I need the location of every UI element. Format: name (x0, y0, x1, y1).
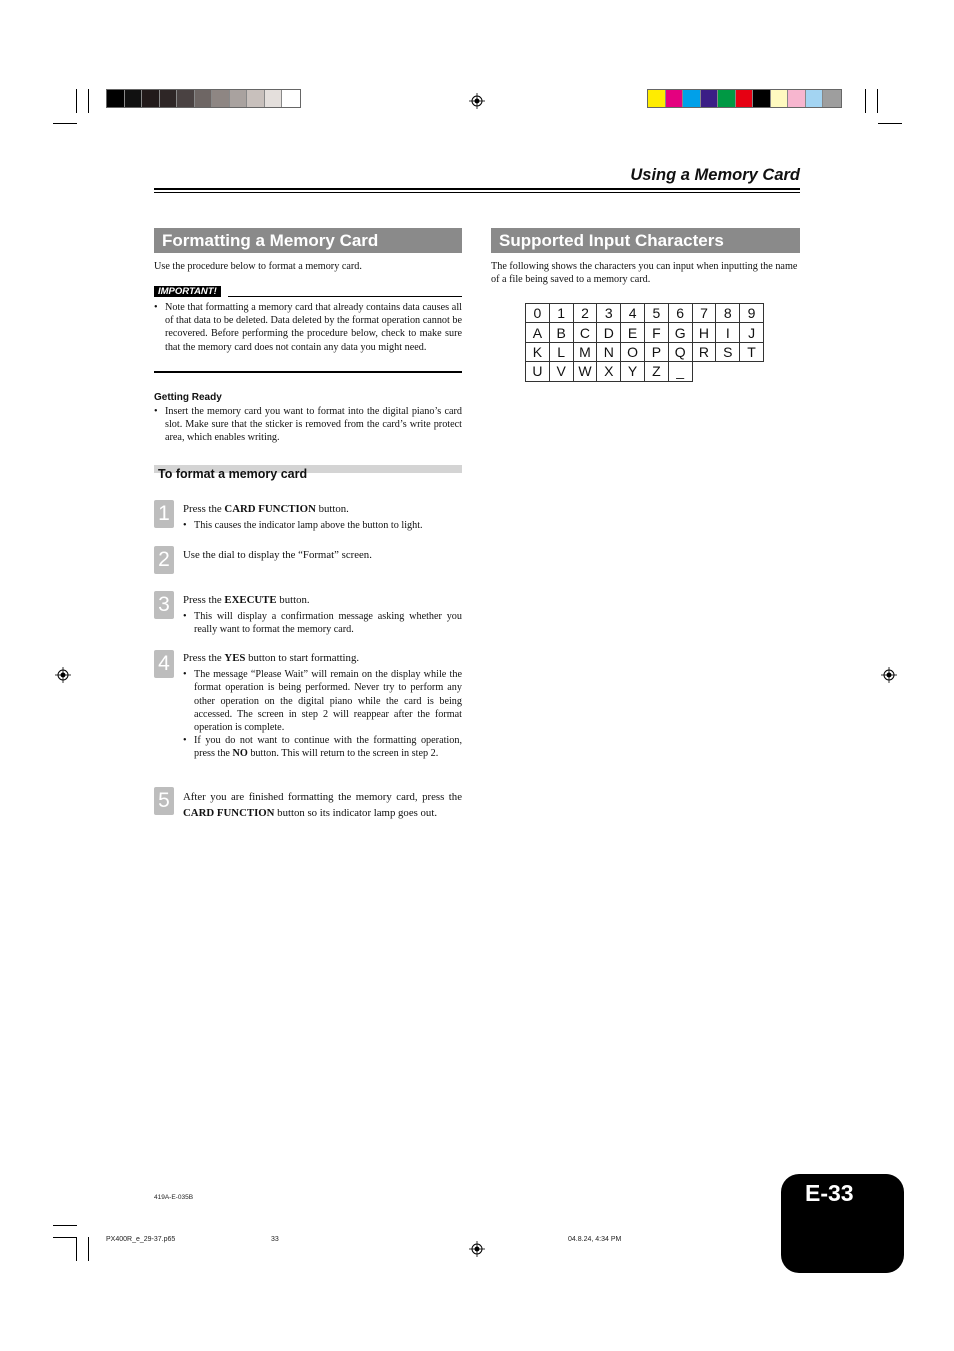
step-number-1: 1 (154, 500, 174, 528)
crop-mark (53, 1225, 77, 1226)
header-rule (154, 188, 800, 190)
color-swatch (212, 90, 230, 107)
file-date: 04.8.24, 4:34 PM (568, 1236, 622, 1243)
character-row (526, 323, 764, 342)
step-5 (183, 790, 462, 821)
step-4-text: Press the (183, 652, 225, 664)
character-cell: _ (668, 362, 692, 381)
header-rule-thin (154, 192, 800, 193)
character-cell: S (716, 342, 740, 361)
getting-ready-title: Getting Ready (154, 392, 222, 403)
step-4 (183, 652, 462, 761)
step-1-bullet (183, 519, 462, 532)
step-5-text: After you are finished formatting the memory card, press the (183, 791, 462, 803)
step-3-bullet (183, 610, 462, 636)
character-cell: 0 (526, 304, 550, 323)
character-cell: C (573, 323, 597, 342)
color-swatch (265, 90, 283, 107)
step-1-bullet-text: This causes the indicator lamp above the button to light. (194, 520, 423, 532)
step-3-text: Press the (183, 594, 225, 606)
character-cell: 9 (740, 304, 764, 323)
character-cell: Q (668, 342, 692, 361)
registration-mark-icon (881, 667, 897, 683)
step-2: Use the dial to display the “Format” screen. (183, 549, 372, 561)
execute-key-label: EXECUTE (224, 594, 277, 606)
character-row (526, 304, 764, 323)
bullet-icon: • (183, 735, 187, 747)
color-swatch (648, 90, 666, 107)
registration-mark-icon (469, 1241, 485, 1257)
step-1 (183, 503, 462, 532)
character-cell: M (573, 342, 597, 361)
character-cell: X (597, 362, 621, 381)
crop-mark (878, 123, 902, 124)
character-cell-empty (716, 362, 740, 381)
color-swatch (788, 90, 806, 107)
bullet-icon: • (183, 520, 187, 532)
bullet-icon: • (154, 406, 158, 417)
color-swatch (806, 90, 824, 107)
character-cell: 5 (644, 304, 668, 323)
step-4-bullet-1-text: The message “Please Wait” will remain on the display while the format operation is being performed. Never try to perform any other operation on the digital piano while the card is being accessed. The screen in step 2 will reappear after the format operation is complete. (194, 669, 462, 734)
color-swatch (195, 90, 213, 107)
getting-ready-bullet (154, 405, 462, 445)
crop-mark (53, 123, 77, 124)
color-swatch (160, 90, 178, 107)
step-1-text-end: button. (315, 503, 349, 515)
color-swatch (666, 90, 684, 107)
registration-mark-icon (55, 667, 71, 683)
step-4-bullet-2-text (194, 734, 462, 760)
character-cell: O (621, 342, 645, 361)
file-page-number: 33 (271, 1236, 279, 1243)
step-number-5: 5 (154, 787, 174, 815)
character-cell: F (644, 323, 668, 342)
character-cell: A (526, 323, 550, 342)
step-1-text: Press the (183, 503, 225, 515)
step-4-bullet-2-pre: If you do not want to continue with the formatting operation, press the (194, 735, 462, 760)
character-cell: N (597, 342, 621, 361)
character-cell: V (549, 362, 573, 381)
color-swatch (177, 90, 195, 107)
crop-mark (88, 1237, 89, 1261)
color-swatch (736, 90, 754, 107)
character-cell: I (716, 323, 740, 342)
character-cell: P (644, 342, 668, 361)
character-row (526, 362, 764, 381)
page-number: E-33 (805, 1180, 854, 1206)
getting-ready-text: Insert the memory card you want to format into the digital piano’s card slot. Make sure that the sticker is removed from the card’s write protect area, which enables writing. (165, 406, 462, 444)
important-label: IMPORTANT! (154, 286, 221, 297)
crop-mark (76, 1237, 77, 1261)
process-color-bar (647, 89, 842, 108)
character-cell-empty (692, 362, 716, 381)
character-cell: T (740, 342, 764, 361)
character-cell: D (597, 323, 621, 342)
characters-intro: The following shows the characters you can input when inputting the name of a file being saved to a memory card. (491, 261, 798, 286)
file-name: PX400R_e_29-37.p65 (106, 1236, 176, 1243)
color-swatch (753, 90, 771, 107)
section-heading-formatting: Formatting a Memory Card (154, 228, 462, 253)
character-cell: J (740, 323, 764, 342)
bullet-icon: • (183, 669, 187, 681)
color-swatch (771, 90, 789, 107)
color-swatch (718, 90, 736, 107)
character-cell: B (549, 323, 573, 342)
color-swatch (701, 90, 719, 107)
bullet-icon: • (154, 302, 158, 313)
step-5-text-end: button so its indicator lamp goes out. (274, 806, 438, 819)
step-3-bullet-text: This will display a confirmation message asking whether you really want to format the memory card. (194, 611, 462, 636)
character-cell: 1 (549, 304, 573, 323)
crop-mark (76, 89, 77, 113)
character-cell: K (526, 342, 550, 361)
character-row (526, 342, 764, 361)
character-cell: U (526, 362, 550, 381)
character-cell: 3 (597, 304, 621, 323)
color-swatch (683, 90, 701, 107)
step-4-bullet-2 (183, 734, 462, 760)
important-rule (228, 296, 462, 297)
color-swatch (125, 90, 143, 107)
color-swatch (230, 90, 248, 107)
character-cell-empty (740, 362, 764, 381)
no-key-label: NO (232, 748, 248, 760)
intro-text: Use the procedure below to format a memory card. (154, 261, 362, 272)
registration-mark-icon (469, 93, 485, 109)
character-cell: H (692, 323, 716, 342)
step-number-3: 3 (154, 591, 174, 619)
important-text: Note that formatting a memory card that already contains data causes all of that data to be deleted. Data deleted by the format operation cannot be recovered. Before performing the procedure below, check to make sure that the memory card does not contain any data you might need. (165, 302, 463, 353)
character-cell: W (573, 362, 597, 381)
character-cell: 8 (716, 304, 740, 323)
color-swatch (107, 90, 125, 107)
procedure-title: To format a memory card (158, 467, 308, 481)
character-cell: 2 (573, 304, 597, 323)
step-number-2: 2 (154, 546, 174, 574)
step-4-bullet-1 (183, 668, 462, 734)
character-cell: 6 (668, 304, 692, 323)
step-4-text-end: button to start formatting. (245, 652, 360, 664)
card-function-key-label: CARD FUNCTION (183, 806, 275, 819)
important-bullet (154, 301, 462, 354)
running-title: Using a Memory Card (630, 166, 800, 184)
crop-mark (865, 89, 866, 113)
crop-mark (877, 89, 878, 113)
character-cell: L (549, 342, 573, 361)
yes-key-label: YES (224, 652, 246, 664)
crop-mark (88, 89, 89, 113)
step-4-bullet-2-post: button. This will return to the screen in step 2. (247, 748, 439, 760)
character-cell: G (668, 323, 692, 342)
color-swatch (282, 90, 300, 107)
character-cell: 4 (621, 304, 645, 323)
character-cell: Z (644, 362, 668, 381)
color-swatch (247, 90, 265, 107)
section-heading-characters: Supported Input Characters (491, 228, 800, 253)
color-swatch (142, 90, 160, 107)
card-function-key-label: CARD FUNCTION (224, 503, 316, 515)
document-code: 419A-E-035B (154, 1194, 194, 1201)
character-cell: 7 (692, 304, 716, 323)
crop-mark (53, 1237, 77, 1238)
important-bottom-rule (154, 371, 462, 373)
supported-characters-table (525, 303, 764, 382)
character-cell: R (692, 342, 716, 361)
character-cell: E (621, 323, 645, 342)
step-3-text-end: button. (276, 594, 310, 606)
step-number-4: 4 (154, 650, 174, 678)
grayscale-color-bar (106, 89, 301, 108)
bullet-icon: • (183, 611, 187, 623)
step-3 (183, 594, 462, 637)
color-swatch (823, 90, 841, 107)
character-cell: Y (621, 362, 645, 381)
